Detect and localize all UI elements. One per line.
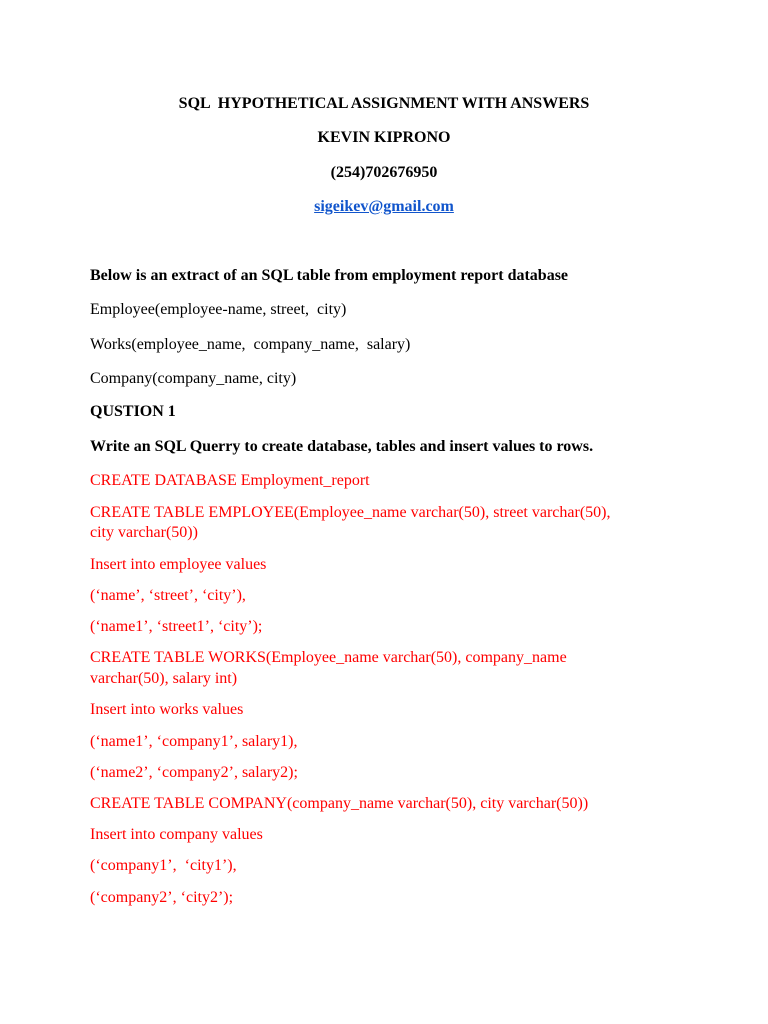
answer-create-works-table: CREATE TABLE WORKS(Employee_name varchar(50), company_name — [90, 649, 567, 666]
intro-heading: Below is an extract of an SQL table from employment report database — [90, 267, 569, 284]
question-prompt: Write an SQL Querry to create database, tables and insert values to rows. — [90, 438, 594, 455]
answer-create-database: CREATE DATABASE Employment_report — [90, 472, 370, 489]
author-name: KEVIN KIPRONO — [317, 129, 451, 146]
answer-insert-company: Insert into company values — [90, 826, 263, 843]
author-phone: (254)702676950 — [330, 164, 438, 181]
schema-employee: Employee(employee-name, street, city) — [90, 301, 347, 318]
answer-works-row-2: (‘name2’, ‘company2’, salary2); — [90, 764, 298, 781]
answer-create-works-table-cont: varchar(50), salary int) — [90, 670, 238, 687]
answer-company-row-1: (‘company1’, ‘city1’), — [90, 857, 237, 874]
answer-company-row-2: (‘company2’, ‘city2’); — [90, 889, 234, 906]
answer-create-employee-table: CREATE TABLE EMPLOYEE(Employee_name varchar(50), street varchar(50), — [90, 504, 611, 521]
document-title: SQL HYPOTHETICAL ASSIGNMENT WITH ANSWERS — [178, 95, 590, 112]
answer-insert-works: Insert into works values — [90, 701, 244, 718]
answer-employee-row-1: (‘name’, ‘street’, ‘city’), — [90, 587, 246, 604]
answer-works-row-1: (‘name1’, ‘company1’, salary1), — [90, 733, 298, 750]
author-email-line — [0, 197, 768, 217]
answer-employee-row-2: (‘name1’, ‘street1’, ‘city’); — [90, 618, 263, 635]
question-label: QUSTION 1 — [90, 403, 176, 420]
schema-company: Company(company_name, city) — [90, 370, 297, 387]
schema-works: Works(employee_name, company_name, salary) — [90, 336, 411, 353]
answer-create-employee-table-cont: city varchar(50)) — [90, 524, 198, 541]
answer-insert-employee: Insert into employee values — [90, 556, 267, 573]
author-email-link[interactable]: sigeikev@gmail.com — [314, 198, 454, 215]
answer-create-company-table: CREATE TABLE COMPANY(company_name varchar(50), city varchar(50)) — [90, 795, 589, 812]
